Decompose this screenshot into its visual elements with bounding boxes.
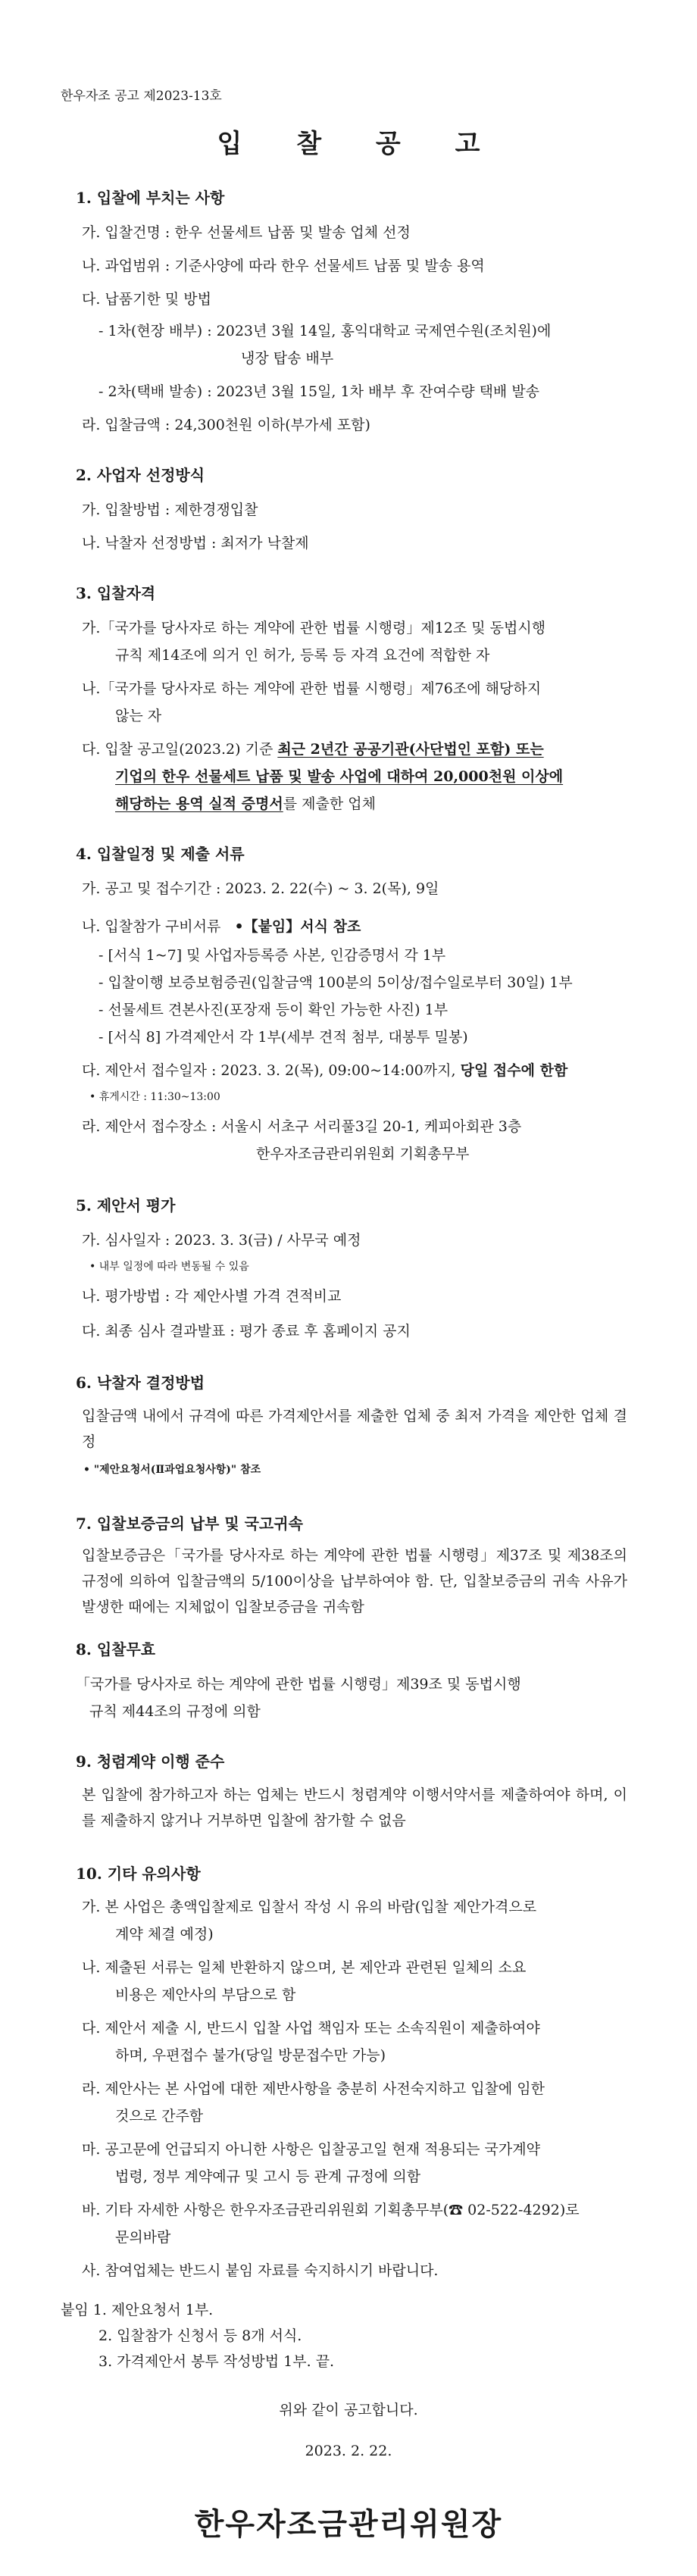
section-9-body: 본 입찰에 참가하고자 하는 업체는 반드시 청렴계약 이행서약서를 제출하여야 하며, 이를 제출하지 않거나 거부하면 입찰에 참가할 수 없음	[82, 1787, 627, 1829]
section-4-doc-3: - 선물세트 견본사진(포장재 등이 확인 가능한 사진) 1부	[98, 1002, 449, 1018]
section-3-item-c-emphasis-2: 기업의 한우 선물세트 납품 및 발송 사업에 대하여 20,000천원 이상에	[115, 768, 564, 785]
section-6-note: • "제안요청서(Ⅱ과업요청사항)" 참조	[83, 1464, 261, 1476]
section-3-item-b-line2: 않는 자	[115, 708, 162, 724]
section-4-item-d-line1: 라. 제안서 접수장소 : 서울시 서초구 서리풀3길 20-1, 케피아회관 3층	[82, 1118, 522, 1135]
attachment-1: 붙임 1. 제안요청서 1부.	[61, 2302, 214, 2318]
section-8-heading: 8. 입찰무효	[76, 1640, 156, 1658]
section-3-item-b-line1: 나.「국가를 당사자로 하는 계약에 관한 법률 시행령」제76조에 해당하지	[82, 680, 542, 697]
notice-date: 2023. 2. 22.	[305, 2443, 392, 2459]
section-4-heading: 4. 입찰일정 및 제출 서류	[76, 845, 245, 863]
section-9-heading: 9. 청렴계약 이행 준수	[76, 1752, 225, 1771]
section-10-item-d-line1: 라. 제안사는 본 사업에 대한 제반사항을 충분히 사전숙지하고 입찰에 임한	[82, 2080, 545, 2097]
section-2-item-a: 가. 입찰방법 : 제한경쟁입찰	[82, 502, 258, 518]
section-4-item-d-line2: 한우자조금관리위원회 기획총무부	[256, 1146, 470, 1162]
notice-number: 한우자조 공고 제2023-13호	[61, 89, 222, 104]
section-4-item-c	[82, 1058, 567, 1083]
section-1-item-c2: - 2차(택배 발송) : 2023년 3월 15일, 1차 배부 후 잔여수량 택배 발송	[98, 383, 540, 400]
section-4-item-a: 가. 공고 및 접수기간 : 2023. 2. 22(수) ~ 3. 2(목), 9일	[82, 880, 439, 897]
section-10-item-c-line2: 하며, 우편접수 불가(당일 방문접수만 가능)	[115, 2047, 386, 2064]
section-4-item-c-text: 다. 제안서 접수일자 : 2023. 3. 2(목), 09:00~14:00까지,	[82, 1062, 461, 1079]
section-4-doc-2: - 입찰이행 보증보험증권(입찰금액 100분의 5이상/접수일로부터 30일) 1부	[98, 974, 573, 991]
section-1-item-a: 가. 입찰건명 : 한우 선물세트 납품 및 발송 업체 선정	[82, 224, 411, 241]
section-10-item-d-line2: 것으로 간주함	[115, 2108, 204, 2124]
section-10-item-a-line2: 계약 체결 예정)	[115, 1926, 214, 1943]
section-10-item-e-line1: 마. 공고문에 언급되지 아니한 사항은 입찰공고일 현재 적용되는 국가계약	[82, 2141, 540, 2158]
section-3-item-c-suffix: 를 제출한 업체	[283, 796, 376, 812]
section-1-item-d: 라. 입찰금액 : 24,300천원 이하(부가세 포함)	[82, 417, 370, 433]
section-1-item-b: 나. 과업범위 : 기준사양에 따라 한우 선물세트 납품 및 발송 용역	[82, 258, 485, 274]
section-7-heading: 7. 입찰보증금의 납부 및 국고귀속	[76, 1515, 303, 1533]
attachment-2: 2. 입찰참가 신청서 등 8개 서식.	[98, 2327, 302, 2344]
section-5-item-a: 가. 심사일자 : 2023. 3. 3(금) / 사무국 예정	[82, 1232, 361, 1249]
section-3-item-c-emphasis-1: 최근 2년간 공공기관(사단법인 포함) 또는	[277, 741, 544, 758]
section-1-item-c: 다. 납품기한 및 방법	[82, 291, 211, 308]
section-3-item-c-line2	[115, 764, 563, 789]
section-10-item-f-line2: 문의바람	[115, 2229, 171, 2246]
section-10-item-a-line1: 가. 본 사업은 총액입찰제로 입찰서 작성 시 유의 바람(입찰 제안가격으로	[82, 1899, 537, 1915]
section-3-item-c-line1	[82, 736, 544, 762]
section-3-item-a-line1: 가.「국가를 당사자로 하는 계약에 관한 법률 시행령」제12조 및 동법시행	[82, 620, 546, 636]
section-4-doc-4: - [서식 8] 가격제안서 각 1부(세부 견적 첨부, 대봉투 밀봉)	[98, 1029, 468, 1046]
section-6-heading: 6. 낙찰자 결정방법	[76, 1374, 205, 1392]
section-4-item-b-ref: •【붙임】서식 참조	[234, 918, 361, 935]
section-5-item-b: 나. 평가방법 : 각 제안사별 가격 견적비교	[82, 1288, 342, 1305]
section-4-item-c-emphasis: 당일 접수에 한함	[460, 1062, 568, 1079]
section-4-doc-1: - [서식 1~7] 및 사업자등록증 사본, 인감증명서 각 1부	[98, 947, 446, 964]
section-3-item-a-line2: 규칙 제14조에 의거 인 허가, 등록 등 자격 요건에 적합한 자	[115, 647, 490, 664]
section-10-item-g: 사. 참여업체는 반드시 붙임 자료를 숙지하시기 바랍니다.	[82, 2262, 439, 2279]
section-5-item-c: 다. 최종 심사 결과발표 : 평가 종료 후 홈페이지 공지	[82, 1323, 411, 1340]
section-10-item-b-line1: 나. 제출된 서류는 일체 반환하지 않으며, 본 제안과 관련된 일체의 소요	[82, 1959, 527, 1976]
section-5-schedule-note: • 내부 일정에 따라 변동될 수 있음	[89, 1261, 249, 1273]
section-6-body: 입찰금액 내에서 규격에 따른 가격제안서를 제출한 업체 중 최저 가격을 제안한 업체 결정	[82, 1408, 627, 1450]
section-4-item-b	[82, 914, 361, 939]
section-10-item-e-line2: 법령, 정부 계약예규 및 고시 등 관계 규정에 의함	[115, 2168, 421, 2185]
section-8-line2: 규칙 제44조의 규정에 의함	[89, 1703, 261, 1720]
section-3-item-c-emphasis-3: 해당하는 용역 실적 증명서	[115, 796, 283, 812]
page-title: 입 찰 공 고	[217, 129, 503, 159]
section-2-heading: 2. 사업자 선정방식	[76, 466, 205, 484]
section-1-heading: 1. 입찰에 부치는 사항	[76, 189, 225, 207]
closing-statement: 위와 같이 공고합니다.	[279, 2402, 418, 2418]
section-10-item-f-line1: 바. 기타 자세한 사항은 한우자조금관리위원회 기획총무부(☎ 02-522-4292)로	[82, 2202, 580, 2218]
section-2-item-b: 나. 낙찰자 선정방법 : 최저가 낙찰제	[82, 535, 309, 552]
section-3-item-c-line3	[115, 791, 376, 817]
section-10-item-c-line1: 다. 제안서 제출 시, 반드시 입찰 사업 책임자 또는 소속직원이 제출하여야	[82, 2020, 540, 2037]
section-3-heading: 3. 입찰자격	[76, 584, 156, 602]
section-4-break-note: • 휴게시간 : 11:30~13:00	[89, 1091, 220, 1103]
section-10-item-b-line2: 비용은 제안사의 부담으로 함	[115, 1987, 296, 2003]
section-1-item-c1-line1: - 1차(현장 배부) : 2023년 3월 14일, 홍익대학교 국제연수원(조치원)에	[98, 323, 552, 339]
section-8-line1: 「국가를 당사자로 하는 계약에 관한 법률 시행령」제39조 및 동법시행	[76, 1676, 521, 1693]
section-3-item-c-prefix: 다. 입찰 공고일(2023.2) 기준	[82, 741, 278, 758]
section-4-item-b-label: 나. 입찰참가 구비서류	[82, 918, 221, 935]
attachment-3: 3. 가격제안서 봉투 작성방법 1부. 끝.	[98, 2353, 335, 2370]
section-1-item-c1-line2: 냉장 탑송 배부	[241, 350, 334, 367]
section-10-heading: 10. 기타 유의사항	[76, 1865, 201, 1883]
section-7-body: 입찰보증금은「국가를 당사자로 하는 계약에 관한 법률 시행령」제37조 및 제38조의 규정에 의하여 입찰금액의 5/100이상을 납부하여야 함. 단, 입찰보증금의 귀속 사유가 발생한 때에는 지체없이 입찰보증금을 귀속함	[82, 1547, 627, 1615]
section-5-heading: 5. 제안서 평가	[76, 1196, 176, 1215]
issuer-signature: 한우자조금관리위원장	[194, 2506, 503, 2542]
